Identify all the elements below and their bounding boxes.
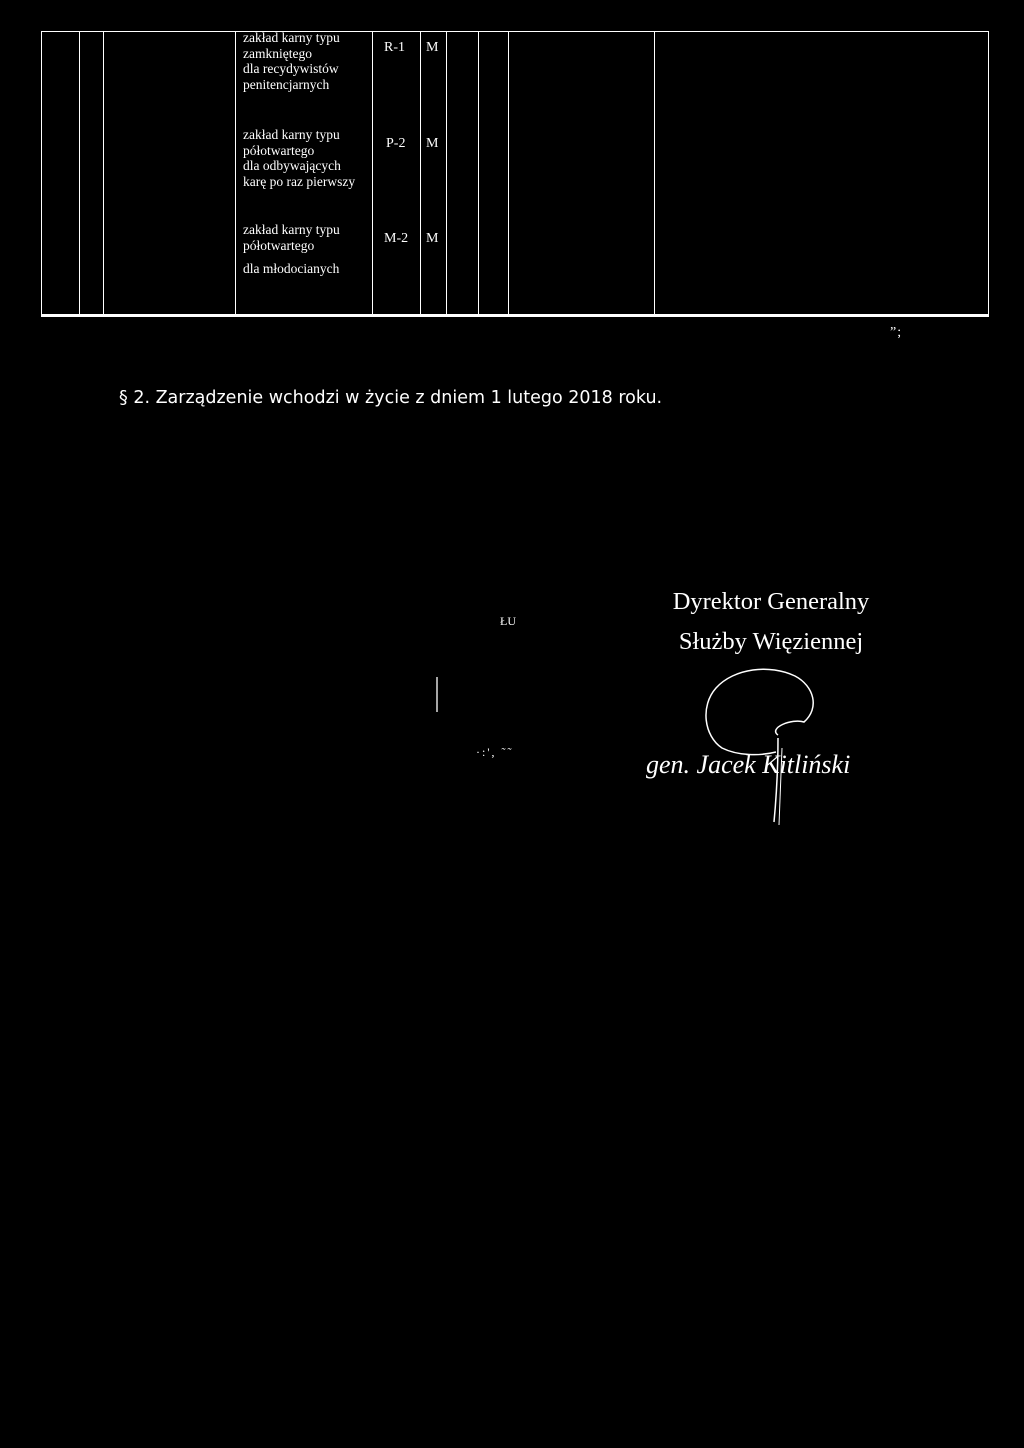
table-row-2-code: P-2 — [386, 136, 406, 151]
stamp-mark-top: ŁU — [500, 614, 516, 628]
cell-line: karę po raz pierwszy — [243, 173, 356, 189]
cell-line: zakład karny typu — [243, 30, 340, 45]
signature-name: gen. Jacek Kitliński — [646, 750, 851, 779]
cell-line: półotwartego — [243, 142, 315, 158]
signature-title-line1: Dyrektor Generalny — [672, 588, 870, 615]
signature-title-line2: Służby Więziennej — [678, 628, 864, 655]
section-paragraph: § 2. Zarządzenie wchodzi w życie z dniem 1 lutego 2018 roku. — [119, 388, 663, 408]
table-row-1-code: R-1 — [384, 40, 405, 55]
stamp-mark-bottom: ·:', ˜˜ — [476, 745, 514, 759]
cell-line: zakład karny typu — [243, 127, 340, 142]
table-row-1-mark: M — [426, 40, 439, 55]
handwritten-signature-stroke — [779, 748, 782, 825]
cell-line: zamkniętego — [243, 45, 312, 61]
cell-line: półotwartego — [243, 237, 315, 253]
table-row-3-code: M-2 — [384, 231, 409, 246]
cell-line: dla recydywistów — [243, 61, 339, 76]
cell-line: dla odbywających — [243, 158, 341, 173]
cell-line: dla młodocianych — [243, 261, 340, 276]
cell-line: zakład karny typu — [243, 222, 340, 237]
table-row-3-mark: M — [426, 231, 439, 246]
handwritten-signature-stroke — [774, 738, 778, 822]
cell-line: penitencjarnych — [243, 76, 330, 92]
handwritten-signature-loop — [706, 669, 813, 754]
closing-quote: ”; — [890, 325, 903, 340]
table-row-2-mark: M — [426, 136, 439, 151]
